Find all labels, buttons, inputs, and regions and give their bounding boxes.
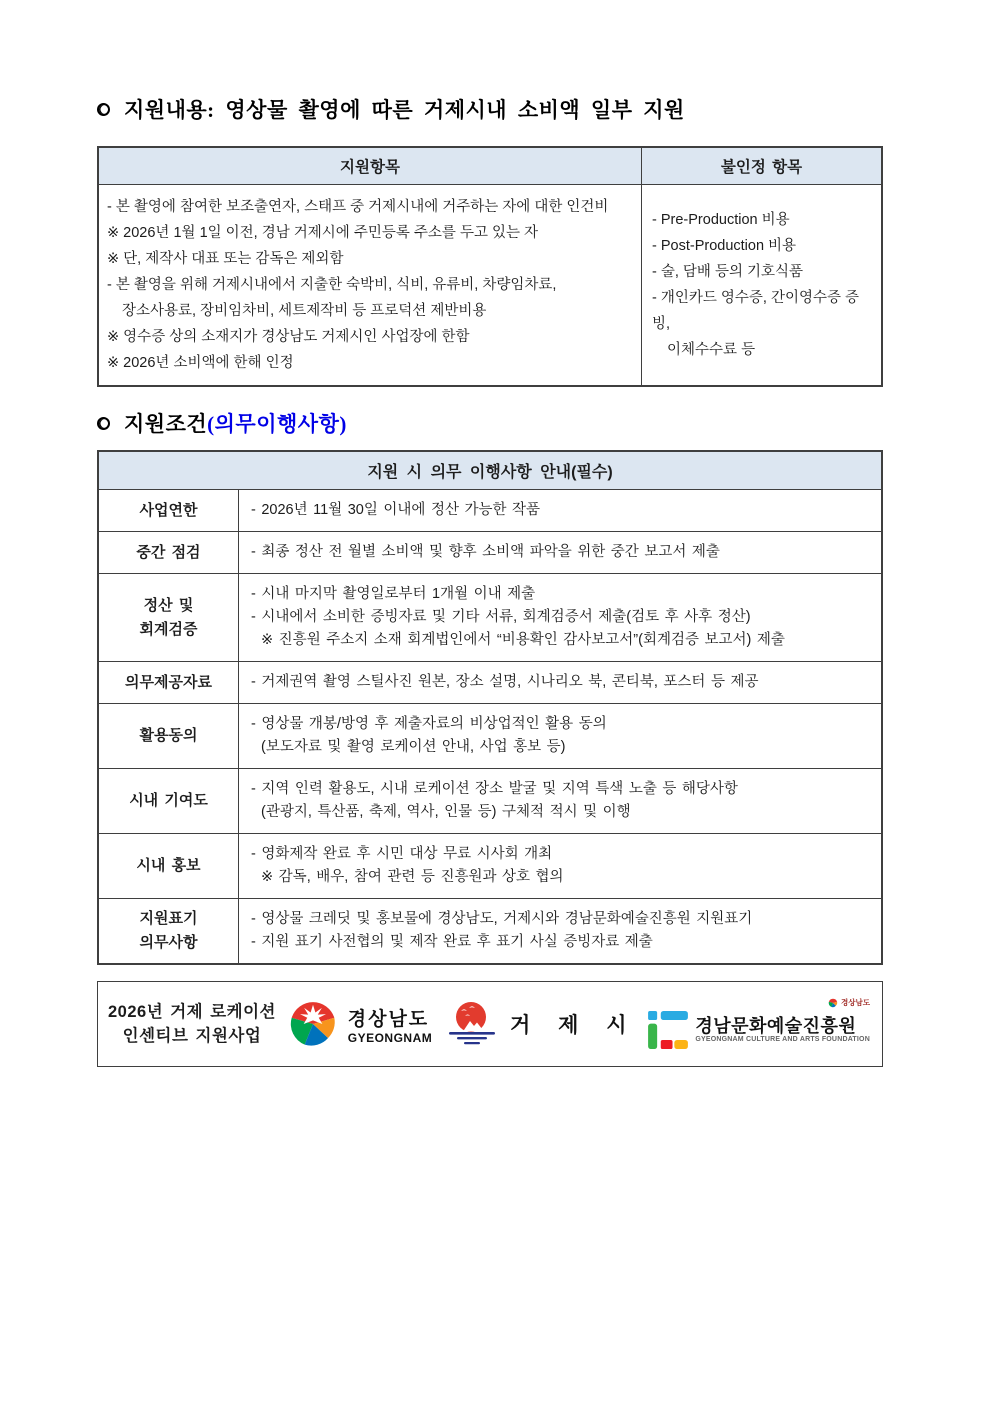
row-label xyxy=(99,704,239,768)
gyeongnam-mini-icon xyxy=(828,998,838,1008)
table-row xyxy=(99,768,881,833)
eligible-line: ※ 영수증 상의 소재지가 경상남도 거제시인 사업장에 한함 xyxy=(107,329,470,345)
table-row xyxy=(99,531,881,573)
geoje-logo xyxy=(443,1000,638,1048)
circle-bullet-icon xyxy=(97,103,110,116)
content-line: - 영화제작 완료 후 시민 대상 무료 시사회 개최 xyxy=(251,846,553,862)
row-label xyxy=(99,532,239,573)
row-label-line: 시내 홍보 xyxy=(136,857,201,874)
eligible-line: 장소사용료, 장비임차비, 세트제작비 등 프로덕션 제반비용 xyxy=(122,303,487,319)
gyeongnam-logo-text xyxy=(348,1004,433,1045)
eligible-line: ※ 2026년 1월 1일 이전, 경남 거제시에 주민등록 주소를 두고 있는 자 xyxy=(107,225,539,241)
row-label-line: 중간 점검 xyxy=(136,543,201,561)
content-line: - 지원 표기 사전협의 및 제작 완료 후 표기 사실 증빙자료 제출 xyxy=(251,934,653,950)
geoje-city-name: 거 제 시 xyxy=(510,1014,638,1037)
eligible-line: ※ 단, 제작사 대표 또는 감독은 제외함 xyxy=(107,251,344,267)
document-page xyxy=(97,94,883,1067)
excluded-line: - 개인카드 영수증, 간이영수증 증빙, xyxy=(652,290,860,332)
excluded-items-cell xyxy=(642,185,881,385)
excluded-line: - Pre-Production 비용 xyxy=(652,212,790,228)
footer-logo-bar xyxy=(97,981,883,1067)
row-label-line: 회계검증 xyxy=(139,620,198,638)
row-content xyxy=(239,834,881,898)
table-row xyxy=(99,703,881,768)
section-heading-support-content xyxy=(97,94,883,124)
row-content xyxy=(239,662,881,703)
gcaf-logo-text xyxy=(695,1017,870,1043)
row-content xyxy=(239,574,881,661)
row-content xyxy=(239,490,881,531)
row-label-line: 의무제공자료 xyxy=(125,673,212,691)
row-label xyxy=(99,574,239,661)
circle-bullet-icon xyxy=(97,417,110,430)
program-name-line: 인센티브 지원사업 xyxy=(122,1027,262,1045)
content-line: - 영상물 크레딧 및 홍보물에 경상남도, 거제시와 경남문화예술진흥원 지원표기 xyxy=(251,911,753,927)
excluded-line: - Post-Production 비용 xyxy=(652,238,797,254)
obligation-table-title: 지원 시 의무 이행사항 안내(필수) xyxy=(99,452,881,489)
content-line: - 영상물 개봉/방영 후 제출자료의 비상업적인 활용 동의 xyxy=(251,716,607,732)
gcaf-mini-label: 경상남도 xyxy=(840,998,870,1007)
excluded-line: 이체수수료 등 xyxy=(667,342,756,358)
row-label-line: 지원표기 xyxy=(139,910,198,927)
gyeongnam-province-icon xyxy=(287,998,339,1050)
row-label-line: 의무사항 xyxy=(139,934,198,951)
content-line: (보도자료 및 촬영 로케이션 안내, 사업 홍보 등) xyxy=(261,739,566,755)
program-name xyxy=(108,1000,276,1048)
support-items-table xyxy=(97,146,883,387)
table-row xyxy=(99,833,881,898)
table-row xyxy=(99,661,881,703)
row-label xyxy=(99,490,239,531)
eligible-items-cell xyxy=(99,185,642,385)
excluded-line: - 술, 담배 등의 기호식품 xyxy=(652,264,804,280)
eligible-line: - 본 촬영을 위해 거제시내에서 지출한 숙박비, 식비, 유류비, 차량임차료, xyxy=(107,277,557,293)
row-label xyxy=(99,834,239,898)
content-line: - 시내 마지막 촬영일로부터 1개월 이내 제출 xyxy=(251,586,536,602)
row-label xyxy=(99,662,239,703)
section-heading-support-conditions xyxy=(97,408,883,438)
eligible-line: - 본 촬영에 참여한 보조출연자, 스태프 중 거제시내에 거주하는 자에 대한 인건비 xyxy=(107,199,609,215)
content-line: - 지역 인력 활용도, 시내 로케이션 장소 발굴 및 지역 특색 노출 등 해당사항 xyxy=(251,781,738,797)
heading-text: 지원조건 xyxy=(124,412,208,436)
gyeongnam-logo xyxy=(287,998,433,1050)
content-line: (관광지, 특산품, 축제, 역사, 인물 등) 구체적 적시 및 이행 xyxy=(261,804,631,820)
content-line: - 시내에서 소비한 증빙자료 및 기타 서류, 회계검증서 제출(검토 후 사후 정산) xyxy=(251,609,751,625)
content-line: ※ 감독, 배우, 참여 관련 등 진흥원과 상호 협의 xyxy=(261,869,564,885)
geoje-city-icon xyxy=(443,1000,501,1048)
row-content xyxy=(239,704,881,768)
gcaf-mini-mark xyxy=(828,997,870,1008)
row-label-line: 시내 기여도 xyxy=(129,792,208,809)
heading-text: 지원내용: 영상물 촬영에 따른 거제시내 소비액 일부 지원 xyxy=(124,98,685,122)
row-label-line: 사업연한 xyxy=(139,501,198,519)
gcaf-logo xyxy=(648,999,870,1049)
gyeongnam-korean: 경상남도 xyxy=(347,1008,430,1030)
gcaf-icon xyxy=(648,1011,688,1049)
table-row xyxy=(99,898,881,963)
gcaf-korean: 경남문화예술진흥원 xyxy=(695,1016,857,1036)
table-row xyxy=(99,573,881,661)
program-name-line: 2026년 거제 로케이션 xyxy=(108,1003,276,1021)
obligation-table xyxy=(97,450,883,965)
row-label xyxy=(99,899,239,963)
row-content xyxy=(239,532,881,573)
content-line: ※ 진흥원 주소지 소재 회계법인에서 “비용확인 감사보고서”(회계검증 보고서) 제출 xyxy=(261,632,785,648)
gcaf-english: GYEONGNAM CULTURE AND ARTS FOUNDATION xyxy=(695,1036,870,1043)
column-header-eligible: 지원항목 xyxy=(99,148,642,184)
eligible-line: ※ 2026년 소비액에 한해 인정 xyxy=(107,355,294,371)
row-content xyxy=(239,899,881,963)
gyeongnam-english: GYEONGNAM xyxy=(347,1030,433,1045)
support-table-header-row xyxy=(99,148,881,185)
content-line: - 2026년 11월 30일 이내에 정산 가능한 작품 xyxy=(251,502,541,518)
row-label-line: 활용동의 xyxy=(139,727,198,744)
heading-suffix-blue: (의무이행사항) xyxy=(207,412,347,436)
column-header-excluded: 불인정 항목 xyxy=(720,159,803,176)
row-label xyxy=(99,769,239,833)
table-row xyxy=(99,489,881,531)
support-table-body-row xyxy=(99,185,881,385)
row-label-line: 정산 및 xyxy=(143,596,194,614)
row-content xyxy=(239,769,881,833)
content-line: - 거제권역 촬영 스틸사진 원본, 장소 설명, 시나리오 북, 콘티북, 포스터 등 제공 xyxy=(251,674,759,690)
content-line: - 최종 정산 전 월별 소비액 및 향후 소비액 파악을 위한 중간 보고서 제출 xyxy=(251,544,720,560)
